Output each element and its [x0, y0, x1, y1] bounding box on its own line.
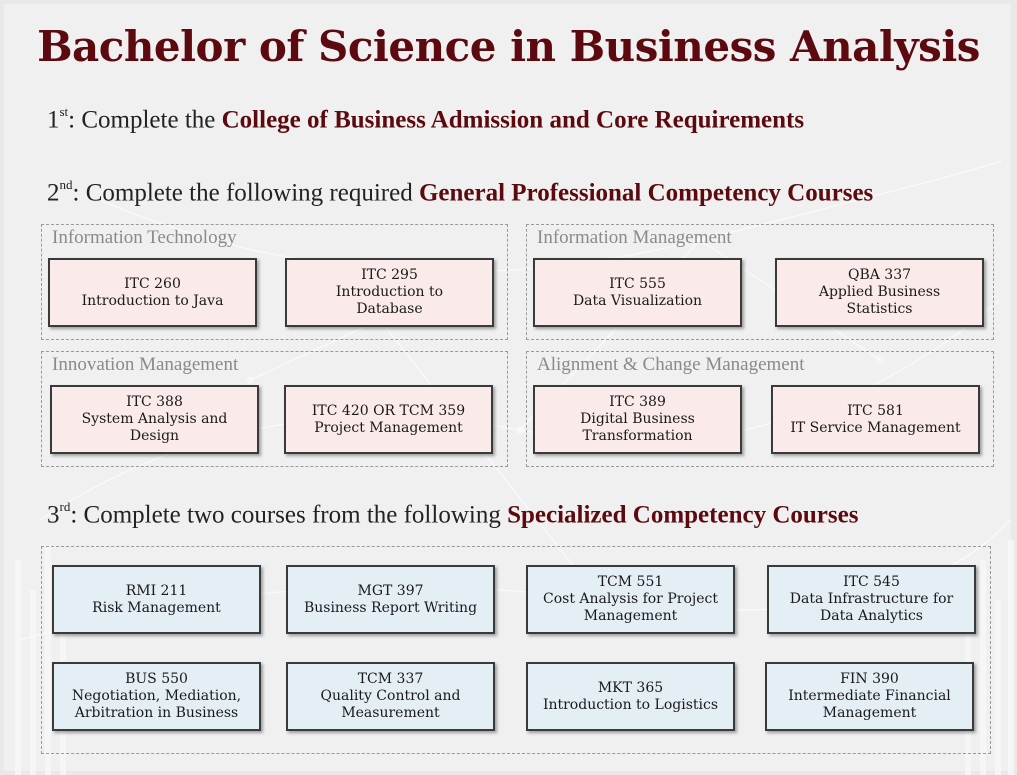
step-highlight: College of Business Admission and Core Requirements — [221, 106, 805, 134]
course-name: Introduction to Java — [81, 292, 224, 309]
course-box — [775, 258, 984, 327]
course-name-line2: Transformation — [582, 428, 693, 444]
course-code: ITC 295 — [361, 267, 418, 283]
course-name-line2: Arbitration in Business — [74, 705, 239, 721]
course-box — [48, 258, 257, 327]
course-box — [52, 662, 261, 731]
course-name-line2: Statistics — [846, 301, 913, 317]
course-name-line2: Data Analytics — [820, 608, 923, 624]
course-code: FIN 390 — [840, 671, 899, 687]
course-name-line2: Measurement — [341, 705, 440, 721]
step-highlight: General Professional Competency Courses — [418, 179, 874, 207]
course-name-line2: Design — [129, 428, 180, 444]
course-box — [533, 385, 742, 454]
course-name: Introduction to — [335, 284, 444, 300]
course-code: ITC 555 — [609, 275, 666, 292]
course-code: MGT 397 — [357, 582, 424, 599]
course-box — [286, 565, 495, 634]
course-code: ITC 581 — [847, 402, 904, 419]
course-name: Business Report Writing — [303, 599, 478, 616]
course-code: BUS 550 — [125, 671, 188, 687]
step-number: 1 — [47, 106, 60, 134]
course-name: System Analysis and — [81, 411, 228, 427]
step-highlight: Specialized Competency Courses — [507, 501, 859, 529]
course-code: TCM 337 — [357, 671, 424, 687]
step-text: : Complete two courses from the following — [70, 501, 508, 529]
course-box — [526, 565, 735, 634]
step-suffix: st — [59, 104, 69, 119]
course-name: Risk Management — [92, 599, 221, 616]
course-box — [533, 258, 742, 327]
course-name: Introduction to Logistics — [542, 696, 719, 713]
course-code: ITC 420 OR TCM 359 — [311, 402, 466, 419]
page-title: Bachelor of Science in Business Analysis — [37, 22, 980, 71]
course-name: Data Infrastructure for — [789, 591, 954, 607]
course-name: IT Service Management — [790, 419, 961, 436]
step-2 — [47, 179, 873, 207]
group-label: Information Management — [537, 227, 732, 248]
course-name: Quality Control and — [320, 688, 461, 704]
course-code: ITC 260 — [124, 275, 181, 292]
course-name-line2: Management — [583, 608, 678, 624]
course-code: QBA 337 — [847, 267, 912, 283]
course-code: MKT 365 — [597, 679, 664, 696]
course-box — [285, 258, 494, 327]
step-3 — [47, 501, 858, 529]
course-box — [771, 385, 980, 454]
group-label: Information Technology — [52, 227, 237, 248]
group-label: Innovation Management — [52, 354, 239, 375]
course-code: RMI 211 — [125, 582, 188, 599]
group-label: Alignment & Change Management — [537, 354, 805, 375]
course-name: Project Management — [314, 419, 463, 436]
course-box — [767, 565, 976, 634]
course-box — [526, 662, 735, 731]
step-text: : Complete the — [68, 106, 222, 134]
course-box — [52, 565, 261, 634]
course-name-line2: Database — [356, 301, 423, 317]
step-1 — [47, 106, 804, 134]
step-number: 2 — [47, 179, 60, 207]
course-code: ITC 545 — [843, 574, 900, 590]
course-box — [286, 662, 495, 731]
course-code: ITC 389 — [609, 394, 666, 410]
course-name-line2: Management — [822, 705, 917, 721]
course-name: Data Visualization — [572, 292, 703, 309]
course-name: Applied Business — [818, 284, 941, 300]
course-name: Negotiation, Mediation, — [71, 688, 242, 704]
course-code: TCM 551 — [597, 574, 664, 590]
course-box — [765, 662, 974, 731]
course-box — [284, 385, 493, 454]
step-suffix: nd — [59, 177, 73, 192]
course-code: ITC 388 — [126, 394, 183, 410]
course-name: Intermediate Financial — [788, 688, 951, 704]
course-name: Cost Analysis for Project — [543, 591, 718, 607]
step-suffix: rd — [59, 499, 71, 514]
step-text: : Complete the following required — [72, 179, 419, 207]
course-box — [50, 385, 259, 454]
course-name: Digital Business — [580, 411, 695, 427]
step-number: 3 — [47, 501, 60, 529]
